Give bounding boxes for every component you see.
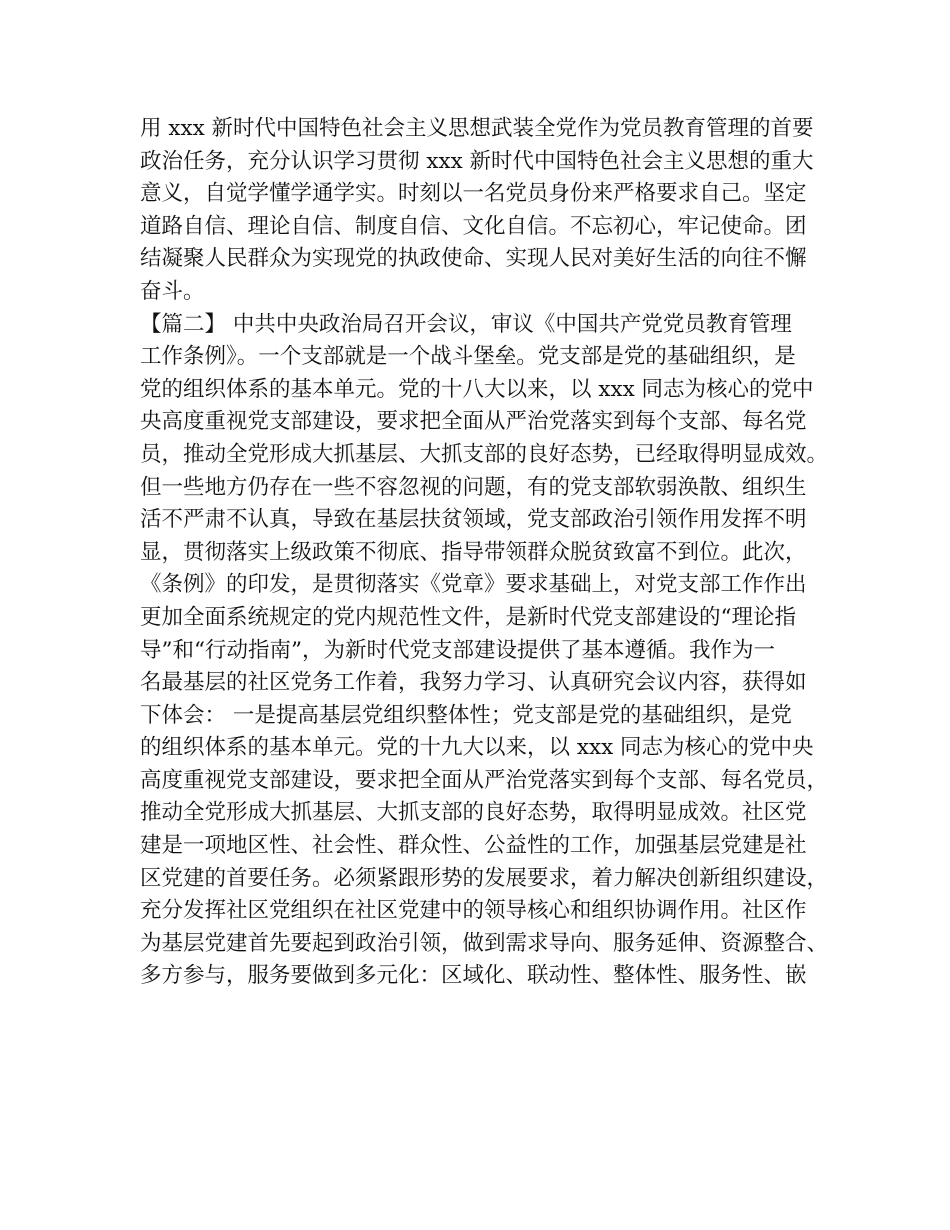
- text-line: 导”和“行动指南”，为新时代党支部建设提供了基本遵循。我作为一: [140, 637, 775, 663]
- text-line: 高度重视党支部建设，要求把全面从严治党落实到每个支部、每名党员，: [140, 767, 829, 793]
- text-line: 奋斗。: [140, 278, 205, 304]
- text-line: 的组织体系的基本单元。党的十九大以来，以 xxx 同志为核心的党中央: [140, 735, 814, 761]
- text-line: 《条例》的印发，是贯彻落实《党章》要求基础上，对党支部工作作出: [140, 572, 807, 598]
- text-line: 更加全面系统规定的党内规范性文件，是新时代党支部建设的“理论指: [140, 604, 796, 630]
- text-line: 为基层党建首先要起到政治引领，做到需求导向、服务延伸、资源整合、: [140, 930, 829, 956]
- body-text: [140, 113, 830, 993]
- text-line: 充分发挥社区党组织在社区党建中的领导核心和组织协调作用。社区作: [140, 898, 807, 924]
- text-line: 下体会： 一是提高基层党组织整体性；党支部是党的基础组织，是党: [140, 702, 792, 728]
- text-line: 区党建的首要任务。必须紧跟形势的发展要求，着力解决创新组织建设，: [140, 865, 829, 891]
- text-line: 显，贯彻落实上级政策不彻底、指导带领群众脱贫致富不到位。此次，: [140, 539, 807, 565]
- text-line: 工作条例》。一个支部就是一个战斗堡垒。党支部是党的基础组织，是: [140, 344, 796, 370]
- text-line: 建是一项地区性、社会性、群众性、公益性的工作，加强基层党建是社: [140, 833, 807, 859]
- text-line: 意义，自觉学懂学通学实。时刻以一名党员身份来严格要求自己。坚定: [140, 181, 807, 207]
- text-line: 用 xxx 新时代中国特色社会主义思想武装全党作为党员教育管理的首要: [140, 116, 814, 141]
- text-line: 党的组织体系的基本单元。党的十八大以来，以 xxx 同志为核心的党中: [140, 376, 814, 402]
- section-heading-line: 【篇二】 中共中央政治局召开会议，审议《中国共产党党员教育管理: [140, 311, 792, 337]
- text-line: 政治任务，充分认识学习贯彻 xxx 新时代中国特色社会主义思想的重大: [140, 148, 814, 174]
- text-line: 道路自信、理论自信、制度自信、文化自信。不忘初心，牢记使命。团: [140, 213, 807, 239]
- text-line: 但一些地方仍存在一些不容忽视的问题，有的党支部软弱涣散、组织生: [140, 474, 807, 500]
- text-line: 多方参与，服务要做到多元化：区域化、联动性、整体性、服务性、嵌: [140, 963, 807, 989]
- text-line: 活不严肃不认真，导致在基层扶贫领域，党支部政治引领作用发挥不明: [140, 507, 807, 533]
- text-line: 名最基层的社区党务工作着，我努力学习、认真研究会议内容，获得如: [140, 670, 807, 696]
- text-line: 推动全党形成大抓基层、大抓支部的良好态势，取得明显成效。社区党: [140, 800, 807, 826]
- text-line: 结凝聚人民群众为实现党的执政使命、实现人民对美好生活的向往不懈: [140, 246, 807, 272]
- text-line: 央高度重视党支部建设，要求把全面从严治党落实到每个支部、每名党: [140, 409, 807, 435]
- text-line: 员，推动全党形成大抓基层、大抓支部的良好态势，已经取得明显成效。: [140, 441, 829, 467]
